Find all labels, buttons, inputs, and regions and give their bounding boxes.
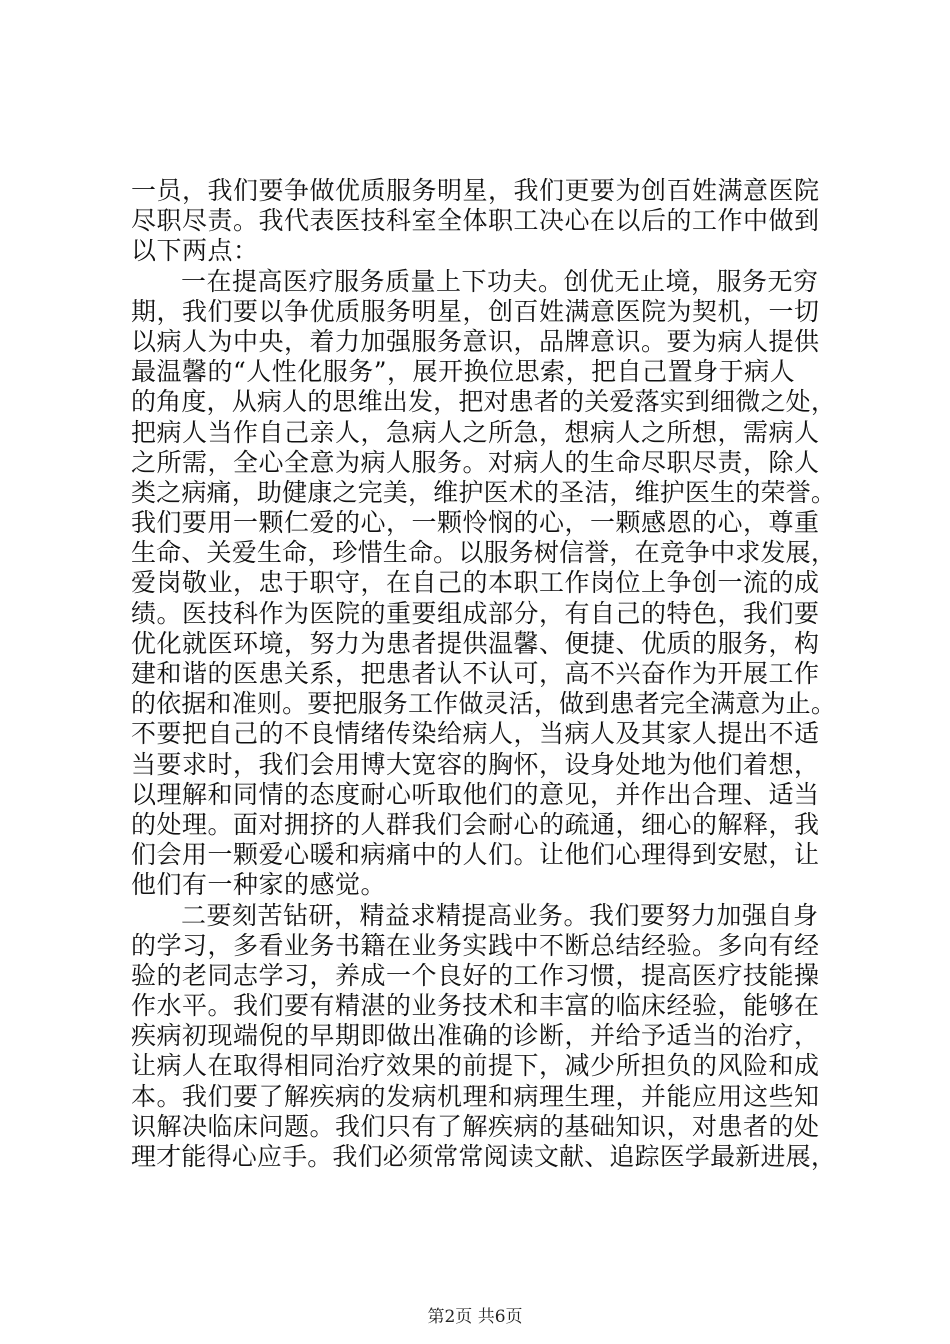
- text-line: 爱岗敬业，忠于职守，在自己的本职工作岗位上争创一流的成: [131, 568, 820, 598]
- text-line: 类之病痛，助健康之完美，维护医术的圣洁，维护医生的荣誉。: [131, 477, 837, 507]
- text-line: 理才能得心应手。我们必须常常阅读文献、追踪医学最新进展，: [131, 1142, 837, 1171]
- text-line: 的角度，从病人的思维出发，把对患者的关爱落实到细微之处，: [131, 387, 837, 417]
- text-line: 疾病初现端倪的早期即做出准确的诊断，并给予适当的治疗，: [131, 1021, 820, 1051]
- text-line: 的依据和准则。要把服务工作做灵活，做到患者完全满意为止。: [131, 689, 837, 719]
- text-line: 二要刻苦钻研，精益求精提高业务。我们要努力加强自身: [181, 900, 819, 930]
- text-line: 识解决临床问题。我们只有了解疾病的基础知识，对患者的处: [131, 1111, 820, 1141]
- text-line: 我们要用一颗仁爱的心，一颗怜悯的心，一颗感恩的心，尊重: [131, 508, 820, 538]
- text-line: 们会用一颗爱心暖和病痛中的人们。让他们心理得到安慰，让: [131, 840, 820, 870]
- text-line: 优化就医环境，努力为患者提供温馨、便捷、优质的服务，构: [131, 628, 820, 658]
- text-line: 绩。医技科作为医院的重要组成部分，有自己的特色，我们要: [131, 598, 820, 628]
- text-line: 生命、关爱生命，珍惜生命。以服务树信誉，在竞争中求发展，: [131, 538, 837, 568]
- text-line: 尽职尽责。我代表医技科室全体职工决心在以后的工作中做到: [131, 206, 820, 236]
- text-line: 以理解和同情的态度耐心听取他们的意见，并作出合理、适当: [131, 779, 820, 809]
- text-line: 把病人当作自己亲人，急病人之所急，想病人之所想，需病人: [131, 417, 820, 447]
- text-line: 之所需，全心全意为病人服务。对病人的生命尽职尽责，除人: [131, 447, 820, 477]
- text-line: 不要把自己的不良情绪传染给病人，当病人及其家人提出不适: [131, 719, 820, 749]
- text-line: 一在提高医疗服务质量上下功夫。创优无止境，服务无穷: [181, 266, 819, 296]
- text-line: 作水平。我们要有精湛的业务技术和丰富的临床经验，能够在: [131, 991, 820, 1021]
- text-line: 以病人为中央，着力加强服务意识，品牌意识。要为病人提供: [131, 326, 820, 356]
- text-line: 让病人在取得相同治疗效果的前提下，减少所担负的风险和成: [131, 1051, 820, 1081]
- text-line: 他们有一种家的感觉。: [131, 870, 387, 900]
- text-line: 当要求时，我们会用博大宽容的胸怀，设身处地为他们着想，: [131, 749, 820, 779]
- text-line: 建和谐的医患关系，把患者认不认可，高不兴奋作为开展工作: [131, 659, 820, 688]
- text-line: 期，我们要以争优质服务明星，创百姓满意医院为契机，一切: [131, 296, 820, 326]
- text-line: 以下两点：: [131, 236, 259, 266]
- text-line: 一员，我们要争做优质服务明星，我们更要为创百姓满意医院: [131, 176, 820, 205]
- text-line: 本。我们要了解疾病的发病机理和病理生理，并能应用这些知: [131, 1081, 820, 1111]
- text-line: 最温馨的“人性化服务”，展开换位思索，把自己置身于病人: [131, 357, 796, 387]
- text-line: 的处理。面对拥挤的人群我们会耐心的疏通，细心的解释，我: [131, 809, 820, 839]
- body-text: [131, 176, 836, 1172]
- text-line: 的学习，多看业务书籍在业务实践中不断总结经验。多向有经: [131, 930, 820, 960]
- text-line: 验的老同志学习，养成一个良好的工作习惯，提高医疗技能操: [131, 960, 820, 990]
- page-footer: 第2页 共6页: [427, 1307, 523, 1327]
